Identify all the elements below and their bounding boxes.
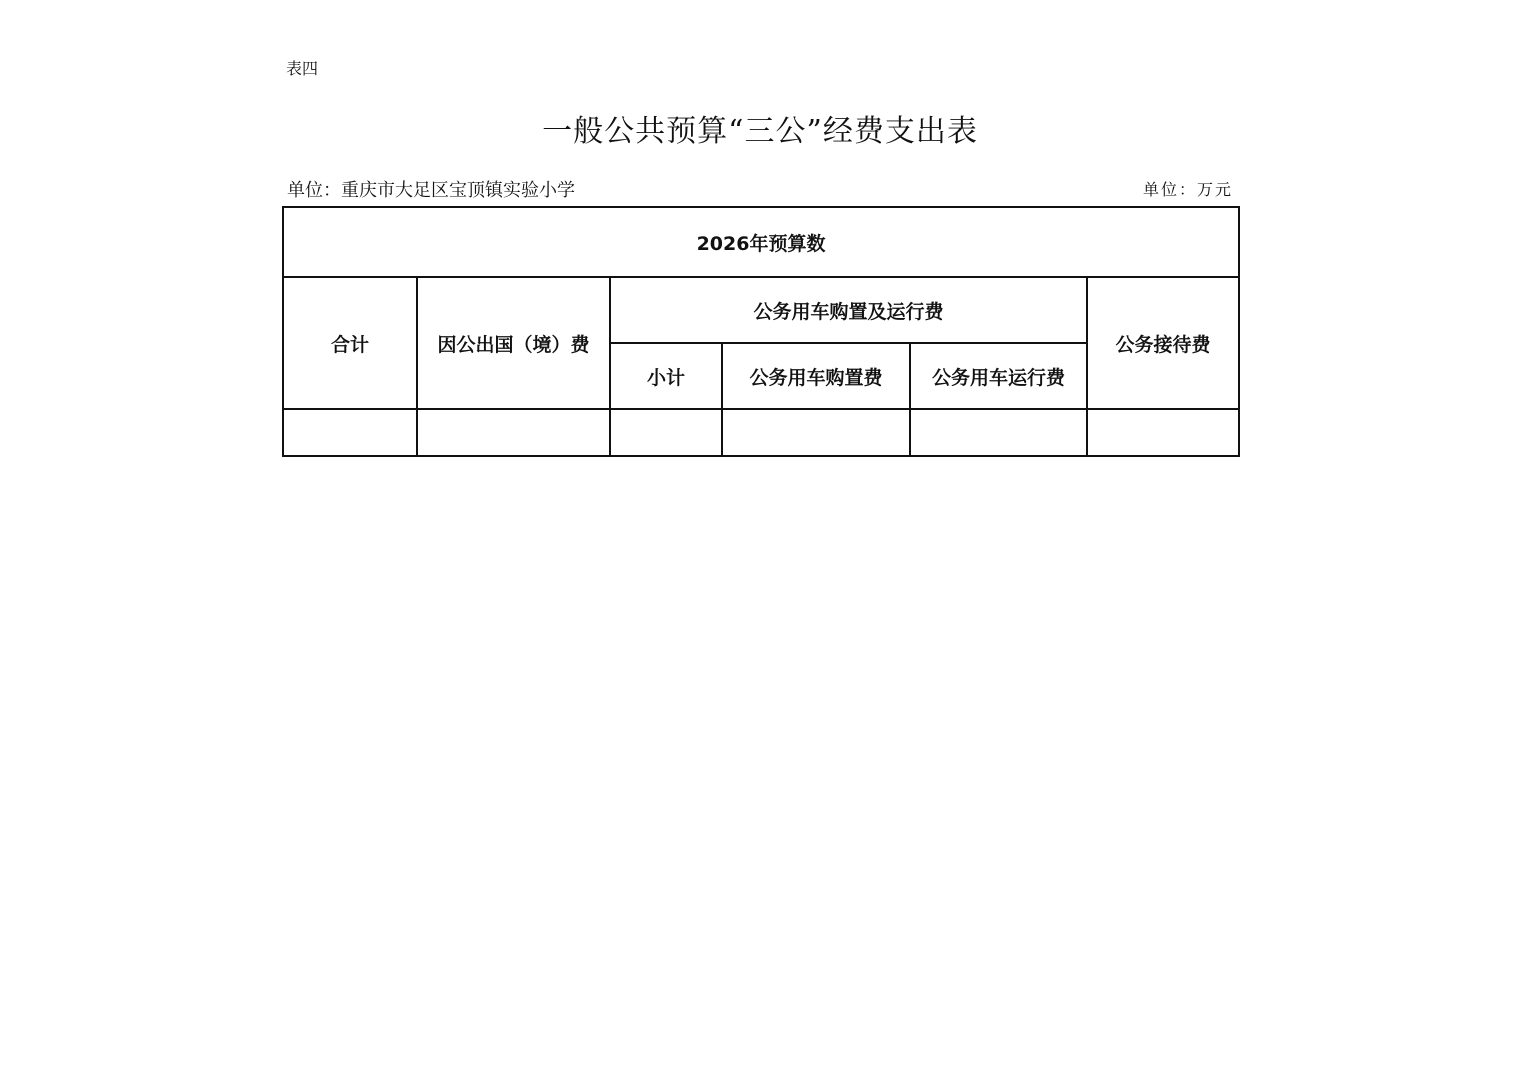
table-number-label: 表四 xyxy=(286,59,319,78)
header-abroad-expense: 因公出国（境）费 xyxy=(417,277,610,409)
cell-subtotal xyxy=(610,409,722,456)
header-vehicle-purchase: 公务用车购置费 xyxy=(722,343,910,409)
three-public-expenses-table xyxy=(282,206,1240,457)
header-vehicle-group: 公务用车购置及运行费 xyxy=(610,277,1087,343)
unit-organization: 单位：重庆市大足区宝顶镇实验小学 xyxy=(287,180,575,201)
header-total: 合计 xyxy=(283,277,417,409)
cell-abroad xyxy=(417,409,610,456)
cell-vehicle-operation xyxy=(910,409,1087,456)
cell-vehicle-purchase xyxy=(722,409,910,456)
header-reception-expense: 公务接待费 xyxy=(1087,277,1239,409)
header-vehicle-operation: 公务用车运行费 xyxy=(910,343,1087,409)
cell-reception xyxy=(1087,409,1239,456)
page-title: 一般公共预算“三公”经费支出表 xyxy=(542,114,978,149)
year-budget-label: 2026年预算数 xyxy=(696,232,826,255)
cell-total xyxy=(283,409,417,456)
table-row xyxy=(283,409,1239,456)
unit-currency: 单位：万元 xyxy=(1142,180,1233,199)
header-subtotal: 小计 xyxy=(610,343,722,409)
year-budget-header xyxy=(283,207,1239,277)
